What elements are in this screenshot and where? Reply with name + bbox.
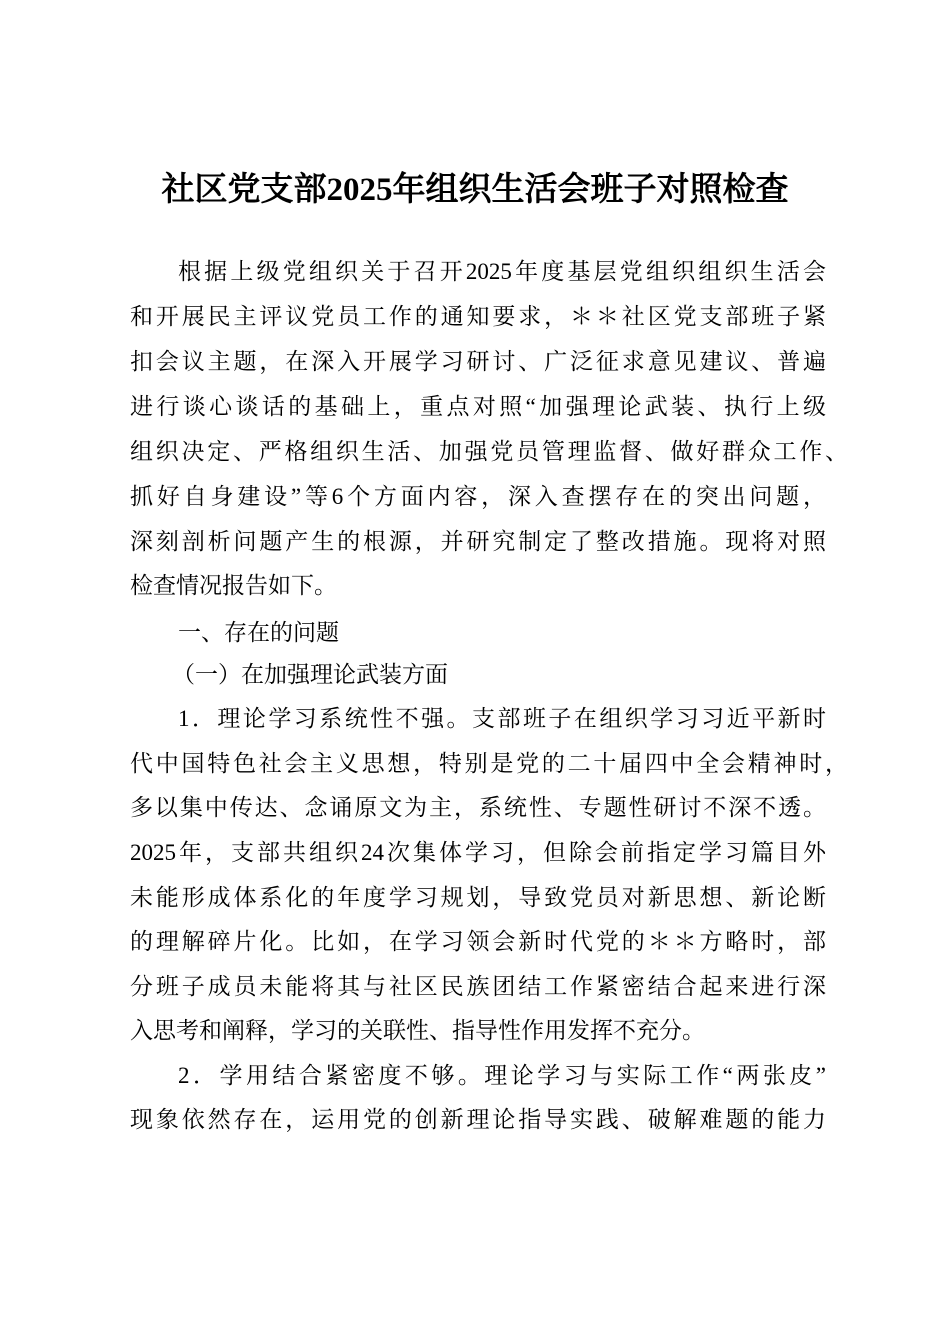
text-line: 分班子成员未能将其与社区民族团结工作紧密结合起来进行深 — [130, 974, 826, 999]
text-line: 和开展民主评议党员工作的通知要求，＊＊社区党支部班子紧 — [130, 304, 826, 329]
text-line: 的理解碎片化。比如，在学习领会新时代党的＊＊方略时，部 — [130, 929, 826, 954]
text-line: 代中国特色社会主义思想，特别是党的二十届四中全会精神时， — [130, 751, 848, 776]
subsection-heading: （一）在加强理论武装方面 — [172, 662, 448, 687]
text-line: 根据上级党组织关于召开2025年度基层党组织组织生活会 — [178, 259, 826, 284]
document-title: 社区党支部2025年组织生活会班子对照检查 — [161, 172, 789, 208]
text-line: 1．理论学习系统性不强。支部班子在组织学习习近平新时 — [178, 706, 826, 731]
text-line: 抓好自身建设”等6个方面内容，深入查摆存在的突出问题， — [130, 484, 826, 509]
text-line: 未能形成体系化的年度学习规划，导致党员对新思想、新论断 — [130, 885, 826, 910]
text-line: 组织决定、严格组织生活、加强党员管理监督、做好群众工作、 — [130, 439, 848, 464]
text-line: 检查情况报告如下。 — [130, 573, 337, 598]
section-heading: 一、存在的问题 — [178, 619, 339, 645]
text-line: 入思考和阐释，学习的关联性、指导性作用发挥不充分。 — [130, 1018, 705, 1043]
text-line: 深刻剖析问题产生的根源，并研究制定了整改措施。现将对照 — [130, 529, 826, 554]
text-line: 进行谈心谈话的基础上，重点对照“加强理论武装、执行上级 — [130, 394, 826, 419]
text-line: 扣会议主题，在深入开展学习研讨、广泛征求意见建议、普遍 — [130, 349, 826, 374]
text-line: 2025年，支部共组织24次集体学习，但除会前指定学习篇目外 — [130, 840, 826, 865]
text-line: 现象依然存在，运用党的创新理论指导实践、破解难题的能力 — [130, 1107, 826, 1132]
text-line: 多以集中传达、念诵原文为主，系统性、专题性研讨不深不透。 — [130, 795, 826, 820]
text-line: 2．学用结合紧密度不够。理论学习与实际工作“两张皮” — [178, 1063, 826, 1088]
